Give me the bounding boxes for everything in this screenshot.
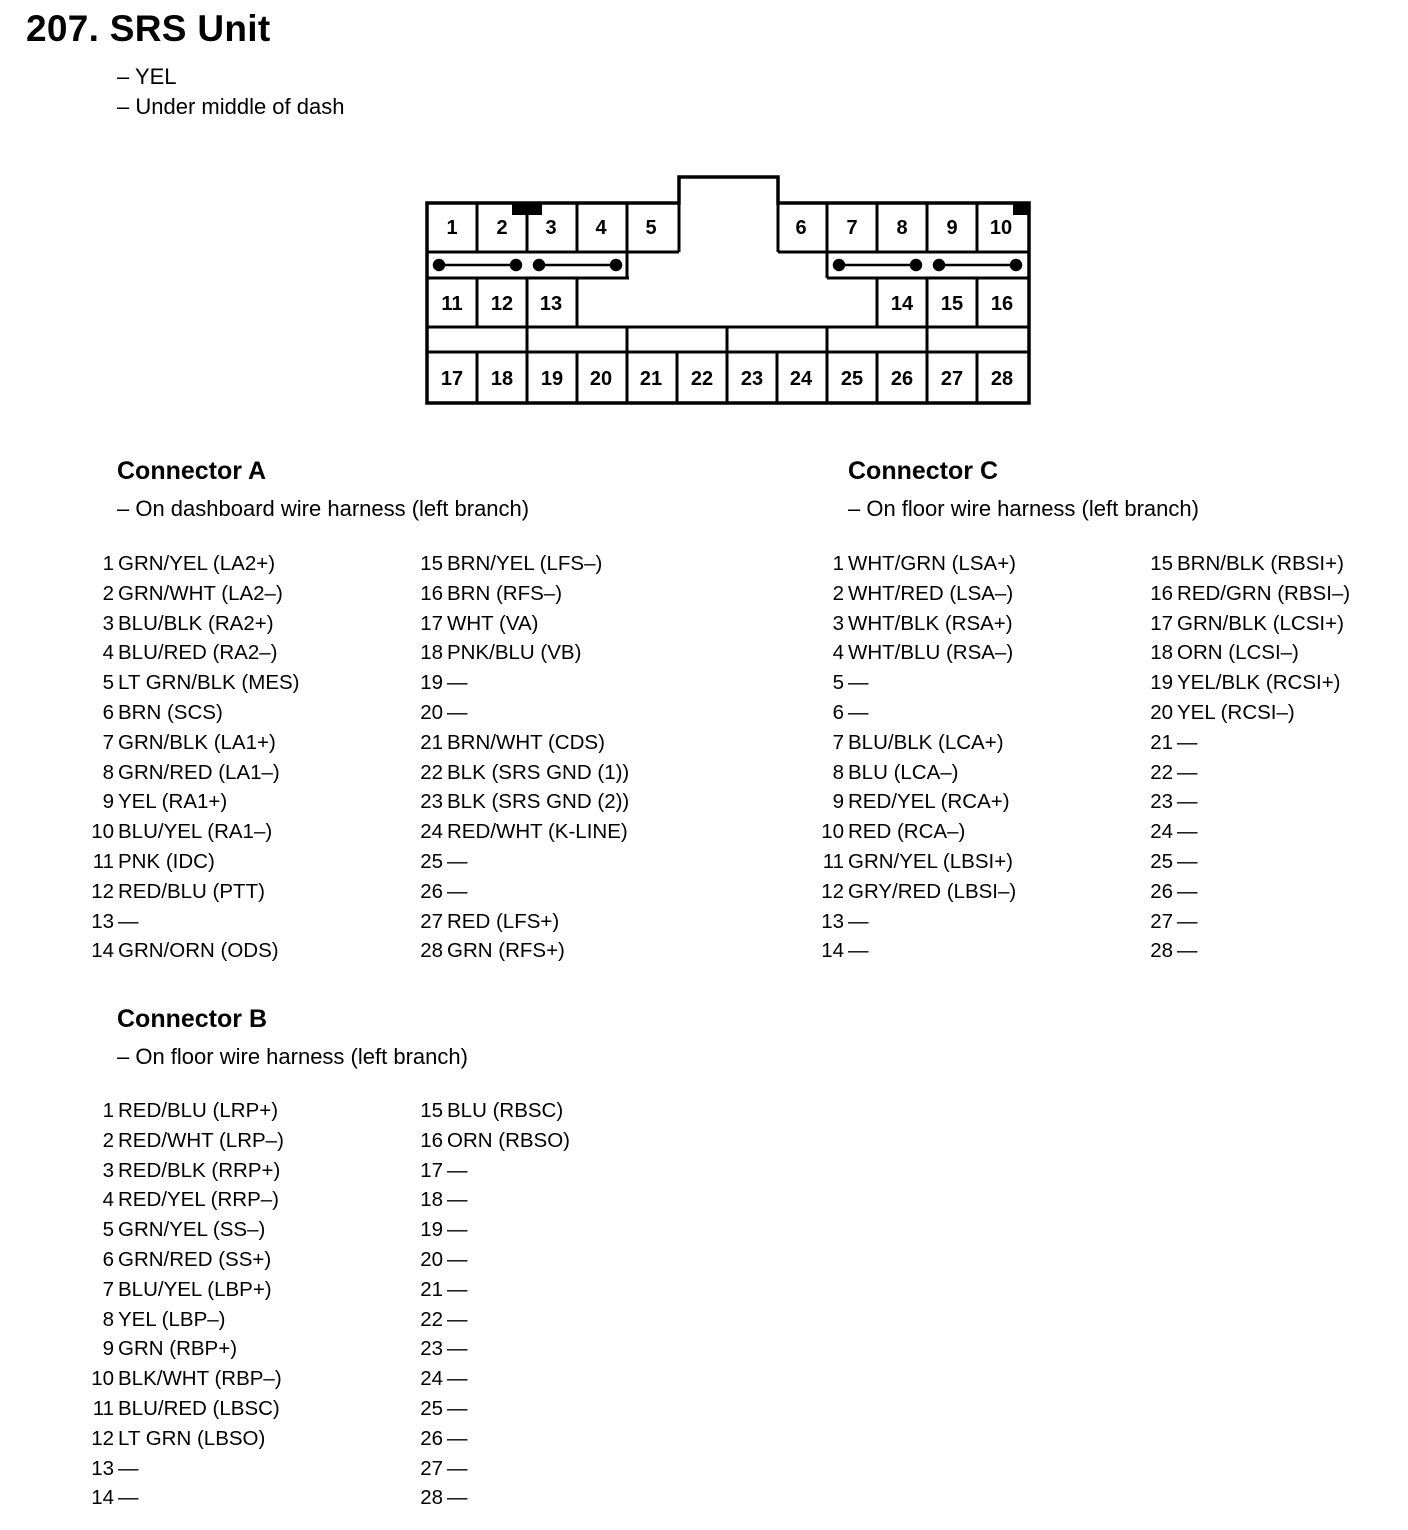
connector-face-diagram	[0, 0, 1408, 440]
pin-wire-description: GRN/YEL (LBSI+)	[848, 850, 1014, 873]
cavity-label: 8	[896, 217, 908, 239]
pin-number: 24	[1150, 820, 1173, 844]
pin-wire-description: —	[447, 1367, 468, 1391]
pin-number: 19	[420, 1218, 443, 1242]
pin-wire-description: RED/YEL (RCA+)	[848, 790, 1010, 814]
shorting-bar-icon	[834, 260, 921, 270]
pin-wire-description: RED (RCA–)	[848, 820, 966, 844]
pin-wire-description: RED (LFS+)	[447, 909, 560, 933]
pin-wire-description: BRN/YEL (LFS–)	[447, 552, 603, 575]
pin-wire-description: —	[447, 701, 468, 724]
pin-number: 10	[91, 820, 114, 844]
connector-a-title: Connector A	[117, 457, 267, 485]
pin-wire-description: —	[447, 671, 468, 695]
connector-b-title: Connector B	[117, 1005, 267, 1033]
pin-number: 23	[420, 790, 443, 814]
shorting-bar-icon	[434, 260, 521, 270]
pin-number: 27	[1150, 909, 1173, 933]
pin-number: 7	[832, 730, 844, 754]
pin-number: 8	[102, 760, 114, 784]
pin-number: 12	[91, 1426, 114, 1450]
pin-number: 25	[1150, 850, 1173, 873]
cavity-label: 2	[496, 217, 508, 239]
cavity-label: 19	[540, 368, 564, 390]
pin-wire-description: —	[447, 1248, 468, 1271]
pin-number: 3	[832, 611, 844, 635]
pin-number: 28	[420, 1486, 443, 1510]
pin-number: 14	[821, 939, 844, 963]
pin-wire-description: —	[1177, 850, 1198, 873]
cavity-label: 15	[940, 293, 964, 315]
pin-number: 21	[1150, 730, 1173, 754]
pin-number: 4	[832, 641, 844, 665]
pin-wire-description: —	[848, 671, 869, 695]
pin-wire-description: GRN/BLK (LCSI+)	[1177, 611, 1344, 635]
pin-number: 28	[420, 939, 443, 963]
cavity-label: 6	[795, 217, 807, 239]
pin-number: 16	[1150, 581, 1173, 605]
pin-number: 5	[102, 1218, 114, 1242]
pin-wire-description: —	[447, 1277, 468, 1301]
pin-number: 19	[420, 671, 443, 695]
pin-wire-description: BLK/WHT (RBP–)	[118, 1367, 282, 1391]
cavity-label: 26	[890, 368, 914, 390]
pin-number: 16	[420, 581, 443, 605]
page-title: 207. SRS Unit	[26, 8, 271, 49]
pin-number: 18	[420, 1188, 443, 1212]
pin-wire-description: —	[118, 1486, 139, 1510]
pin-number: 12	[91, 879, 114, 903]
pin-wire-description: GRN/ORN (ODS)	[118, 939, 279, 963]
cavity-label: 24	[789, 368, 813, 390]
pin-number: 1	[832, 552, 844, 575]
pin-wire-description: GRN/RED (LA1–)	[118, 760, 280, 784]
pin-wire-description: —	[848, 701, 869, 724]
connector-location: – Under middle of dash	[117, 94, 345, 119]
pin-wire-description: —	[447, 1426, 468, 1450]
pin-wire-description: BLU/RED (LBSC)	[118, 1397, 280, 1420]
pin-number: 11	[822, 850, 844, 873]
pin-wire-description: YEL (RA1+)	[118, 790, 228, 814]
pin-wire-description: RED/GRN (RBSI–)	[1177, 581, 1351, 605]
pin-wire-description: —	[1177, 730, 1198, 754]
pin-wire-description: WHT/RED (LSA–)	[848, 581, 1014, 605]
pin-wire-description: —	[447, 1456, 468, 1480]
cavity-label: 12	[490, 293, 514, 315]
pin-wire-description: PNK/BLU (VB)	[447, 641, 582, 665]
pin-wire-description: RED/WHT (K-LINE)	[447, 820, 628, 844]
pin-number: 12	[821, 879, 844, 903]
pin-number: 9	[832, 790, 844, 814]
pin-number: 16	[420, 1128, 443, 1152]
pin-wire-description: RED/BLK (RRP+)	[118, 1158, 281, 1182]
pin-wire-description: —	[1177, 939, 1198, 963]
pin-number: 17	[1150, 611, 1173, 635]
pin-wire-description: —	[848, 939, 869, 963]
pin-number: 2	[832, 581, 844, 605]
pin-number: 27	[420, 1456, 443, 1480]
pin-wire-description: ORN (RBSO)	[447, 1128, 570, 1152]
pin-number: 6	[832, 701, 844, 724]
pin-wire-description: —	[848, 909, 869, 933]
pin-wire-description: BLU (LCA–)	[848, 760, 959, 784]
pin-number: 15	[420, 552, 443, 575]
pin-wire-description: —	[447, 1486, 468, 1510]
pin-wire-description: BLU/BLK (RA2+)	[118, 611, 274, 635]
pin-number: 19	[1150, 671, 1173, 695]
pin-wire-description: GRN/YEL (SS–)	[118, 1218, 266, 1242]
pin-number: 11	[92, 850, 114, 873]
pin-wire-description: —	[1177, 909, 1198, 933]
pin-number: 24	[420, 1367, 443, 1391]
pin-number: 11	[92, 1397, 114, 1420]
cavity-label: 22	[690, 368, 714, 390]
pin-wire-description: —	[1177, 760, 1198, 784]
pin-wire-description: GRY/RED (LBSI–)	[848, 879, 1017, 903]
pin-wire-description: BLU/YEL (RA1–)	[118, 820, 273, 844]
pin-number: 20	[420, 701, 443, 724]
pin-number: 23	[420, 1337, 443, 1361]
pin-number: 2	[102, 1128, 114, 1152]
pin-wire-description: GRN/WHT (LA2–)	[118, 581, 283, 605]
pin-wire-description: RED/YEL (RRP–)	[118, 1188, 279, 1212]
pin-number: 1	[102, 1099, 114, 1122]
pin-number: 14	[91, 1486, 114, 1510]
pin-wire-description: BLU/RED (RA2–)	[118, 641, 278, 665]
pin-number: 5	[832, 671, 844, 695]
pin-wire-description: —	[1177, 820, 1198, 844]
pin-number: 4	[102, 1188, 114, 1212]
pin-number: 21	[420, 730, 443, 754]
cavity-label: 28	[990, 368, 1014, 390]
lock-tab-icon	[1013, 203, 1028, 215]
pin-wire-description: BLU (RBSC)	[447, 1099, 564, 1122]
pin-wire-description: —	[1177, 790, 1198, 814]
pin-number: 14	[91, 939, 114, 963]
pin-wire-description: BLK (SRS GND (2))	[447, 790, 630, 814]
pin-number: 27	[420, 909, 443, 933]
pin-number: 22	[1150, 760, 1173, 784]
pin-number: 24	[420, 820, 443, 844]
connector-a-location: – On dashboard wire harness (left branch)	[117, 496, 530, 521]
pin-number: 15	[1150, 552, 1173, 575]
pin-wire-description: BRN (SCS)	[118, 701, 223, 724]
pin-number: 7	[102, 1277, 114, 1301]
shorting-bar-icon	[534, 260, 621, 270]
pin-wire-description: YEL/BLK (RCSI+)	[1177, 671, 1341, 695]
pin-number: 25	[420, 1397, 443, 1420]
shorting-bar-icon	[934, 260, 1021, 270]
pin-wire-description: PNK (IDC)	[118, 850, 215, 873]
cavity-label: 20	[589, 368, 613, 390]
pin-wire-description: LT GRN (LBSO)	[118, 1426, 266, 1450]
pin-wire-description: —	[118, 1456, 139, 1480]
pin-number: 9	[102, 1337, 114, 1361]
pin-number: 7	[102, 730, 114, 754]
pin-wire-description: YEL (LBP–)	[118, 1307, 226, 1331]
pin-wire-description: —	[447, 1307, 468, 1331]
cavity-label: 16	[990, 293, 1014, 315]
pin-wire-description: BLK (SRS GND (1))	[447, 760, 630, 784]
pin-wire-description: —	[447, 1397, 468, 1420]
pin-number: 2	[102, 581, 114, 605]
pin-number: 22	[420, 760, 443, 784]
pin-number: 5	[102, 671, 114, 695]
pin-wire-description: WHT/BLK (RSA+)	[848, 611, 1013, 635]
lock-tab-icon	[512, 203, 542, 215]
pin-wire-description: GRN/RED (SS+)	[118, 1248, 272, 1271]
pin-number: 13	[91, 909, 114, 933]
pin-wire-description: RED/BLU (LRP+)	[118, 1099, 279, 1122]
cavity-label: 3	[545, 217, 557, 239]
cavity-label: 4	[595, 217, 607, 239]
pin-number: 10	[91, 1367, 114, 1391]
cavity-label: 9	[946, 217, 958, 239]
pin-number: 18	[420, 641, 443, 665]
pin-number: 21	[420, 1277, 443, 1301]
pin-wire-description: —	[447, 850, 468, 873]
pin-wire-description: GRN (RBP+)	[118, 1337, 238, 1361]
pin-number: 15	[420, 1099, 443, 1122]
cavity-label: 21	[639, 368, 663, 390]
pin-number: 13	[821, 909, 844, 933]
pin-number: 1	[102, 552, 114, 575]
connector-color: – YEL	[117, 64, 177, 89]
cavity-label: 5	[645, 217, 657, 239]
cavity-label: 18	[490, 368, 514, 390]
pin-number: 26	[420, 879, 443, 903]
pin-number: 17	[420, 1158, 443, 1182]
pin-wire-description: —	[1177, 879, 1198, 903]
pin-number: 28	[1150, 939, 1173, 963]
pin-number: 23	[1150, 790, 1173, 814]
pin-wire-description: —	[118, 909, 139, 933]
pin-number: 13	[91, 1456, 114, 1480]
connector-c-title: Connector C	[848, 457, 998, 485]
pin-wire-description: —	[447, 1218, 468, 1242]
pin-wire-description: LT GRN/BLK (MES)	[118, 671, 300, 695]
pin-number: 26	[420, 1426, 443, 1450]
pin-number: 4	[102, 641, 114, 665]
pin-number: 3	[102, 1158, 114, 1182]
pin-number: 20	[420, 1248, 443, 1271]
pin-wire-description: —	[447, 1337, 468, 1361]
cavity-label: 17	[440, 368, 464, 390]
pin-wire-description: ORN (LCSI–)	[1177, 641, 1299, 665]
pin-wire-description: BRN (RFS–)	[447, 581, 563, 605]
pin-number: 8	[102, 1307, 114, 1331]
pin-wire-description: —	[447, 1158, 468, 1182]
pin-wire-description: BRN/BLK (RBSI+)	[1177, 552, 1344, 575]
pin-number: 6	[102, 701, 114, 724]
connector-b-location: – On floor wire harness (left branch)	[117, 1044, 468, 1069]
pin-number: 8	[832, 760, 844, 784]
pin-number: 10	[821, 820, 844, 844]
pin-wire-description: WHT (VA)	[447, 611, 539, 635]
pin-wire-description: BLU/BLK (LCA+)	[848, 730, 1004, 754]
pin-number: 3	[102, 611, 114, 635]
pin-wire-description: RED/BLU (PTT)	[118, 879, 265, 903]
cavity-label: 14	[890, 293, 914, 315]
pin-number: 26	[1150, 879, 1173, 903]
pin-number: 18	[1150, 641, 1173, 665]
pin-wire-description: GRN/YEL (LA2+)	[118, 552, 276, 575]
pin-wire-description: WHT/GRN (LSA+)	[848, 552, 1016, 575]
cavity-label: 25	[840, 368, 864, 390]
pin-wire-description: RED/WHT (LRP–)	[118, 1128, 284, 1152]
pin-number: 17	[420, 611, 443, 635]
cavity-label: 23	[740, 368, 764, 390]
pin-number: 25	[420, 850, 443, 873]
pin-wire-description: GRN/BLK (LA1+)	[118, 730, 276, 754]
cavity-label: 7	[846, 217, 858, 239]
pin-wire-description: —	[447, 1188, 468, 1212]
pin-wire-description: BRN/WHT (CDS)	[447, 730, 605, 754]
cavity-label: 1	[446, 217, 458, 239]
pin-number: 6	[102, 1248, 114, 1271]
pin-wire-description: WHT/BLU (RSA–)	[848, 641, 1014, 665]
pin-number: 9	[102, 790, 114, 814]
cavity-label: 27	[940, 368, 964, 390]
pin-wire-description: GRN (RFS+)	[447, 939, 565, 963]
pin-wire-description: BLU/YEL (LBP+)	[118, 1277, 272, 1301]
connector-c-location: – On floor wire harness (left branch)	[848, 496, 1199, 521]
cavity-label: 11	[441, 293, 463, 315]
pin-wire-description: YEL (RCSI–)	[1177, 701, 1295, 724]
cavity-label: 10	[989, 217, 1013, 239]
pin-number: 22	[420, 1307, 443, 1331]
pin-wire-description: —	[447, 879, 468, 903]
pin-number: 20	[1150, 701, 1173, 724]
cavity-label: 13	[539, 293, 563, 315]
